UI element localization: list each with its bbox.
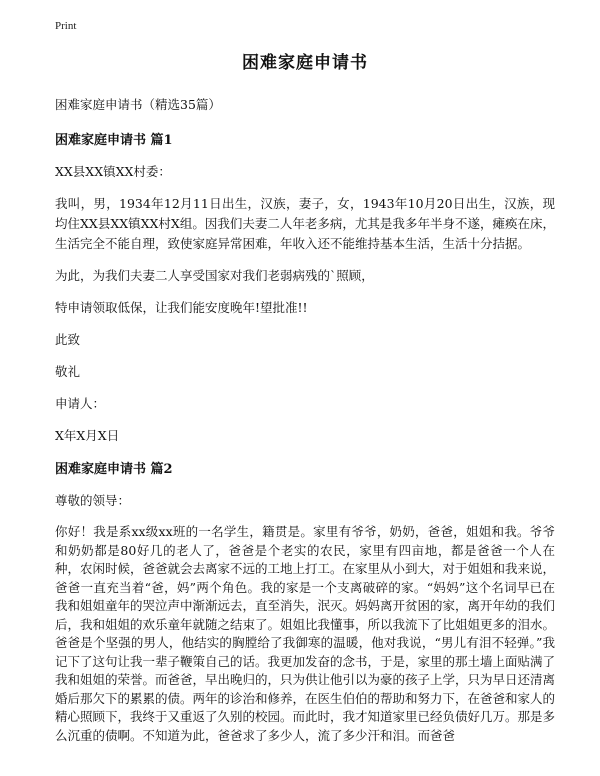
document-subtitle: 困难家庭申请书（精选35篇） — [55, 97, 221, 112]
closing-line-1: 此致 — [55, 332, 81, 347]
document-title: 困难家庭申请书 — [242, 53, 368, 73]
document-page — [55, 48, 555, 745]
section-heading-2: 困难家庭申请书 篇2 — [55, 462, 173, 477]
section-heading-1: 困难家庭申请书 篇1 — [55, 133, 173, 148]
closing-line-2: 敬礼 — [55, 364, 81, 379]
section-2-paragraph: 你好！我是系xx级xx班的一名学生，籍贯是。家里有爷爷，奶奶，爸爸，姐姐和我。爷爷和奶奶都是80好几的老人了，爸爸是个老实的农民，家里有四亩地，都是爸爸一个人在种，农闲时候，爸爸就会去离家不远的工地上打工。在家里从小到大，对于姐姐和我来说，爸爸一直充当着“爸，妈”两个角色。我的家是一个支离破碎的家。“妈妈”这个名词早已在我和姐姐童年的哭泣声中渐渐远去，直至消失，泯灭。妈妈离开贫困的家，离开年幼的我们后，我和姐姐的欢乐童年就随之结束了。姐姐比我懂事，所以我流下了比姐姐更多的泪水。爸爸是个坚强的男人，他结实的胸膛给了我御寒的温暖，他对我说，“男儿有泪不轻弹。”我记下了这句让我一辈子鞭策自己的话。我更加发奋的念书，于是，家里的那土墙上面贴满了我和姐姐的荣誉。而爸爸，早出晚归的，只为供让他引以为豪的孩子上学，只为早日还清离婚后那欠下的累累的债。两年的诊治和修养，在医生伯伯的帮助和努力下，在爸爸和家人的精心照顾下，我终于又重返了久别的校园。而此时，我才知道家里已经负债好几万。那是多么沉重的债啊。不知道为此，爸爸求了多少人，流了多少汗和泪。而爸爸 — [55, 524, 556, 743]
applicant-label: 申请人： — [55, 396, 106, 411]
print-link[interactable]: Print — [55, 20, 77, 32]
application-date: X年X月X日 — [55, 428, 120, 443]
salutation-1: XX县XX镇XX村委： — [55, 164, 171, 179]
section-1-paragraph-2: 为此，为我们夫妻二人享受国家对我们老弱病残的`照顾， — [55, 268, 374, 283]
section-1-paragraph-3: 特申请领取低保，让我们能安度晚年!望批准!! — [55, 300, 308, 315]
salutation-2: 尊敬的领导： — [55, 493, 131, 508]
section-1-paragraph-1: 我叫，男，1934年12月11日出生，汉族，妻子，女，1943年10月20日出生，汉族，现均住XX县XX镇XX村X组。因我们夫妻二人年老多病，尤其是我多年半身不遂，瘫痪在床，生活完全不能自理，致使家庭异常困难，年收入还不能维持基本生活，生活十分拮据。 — [55, 196, 555, 251]
